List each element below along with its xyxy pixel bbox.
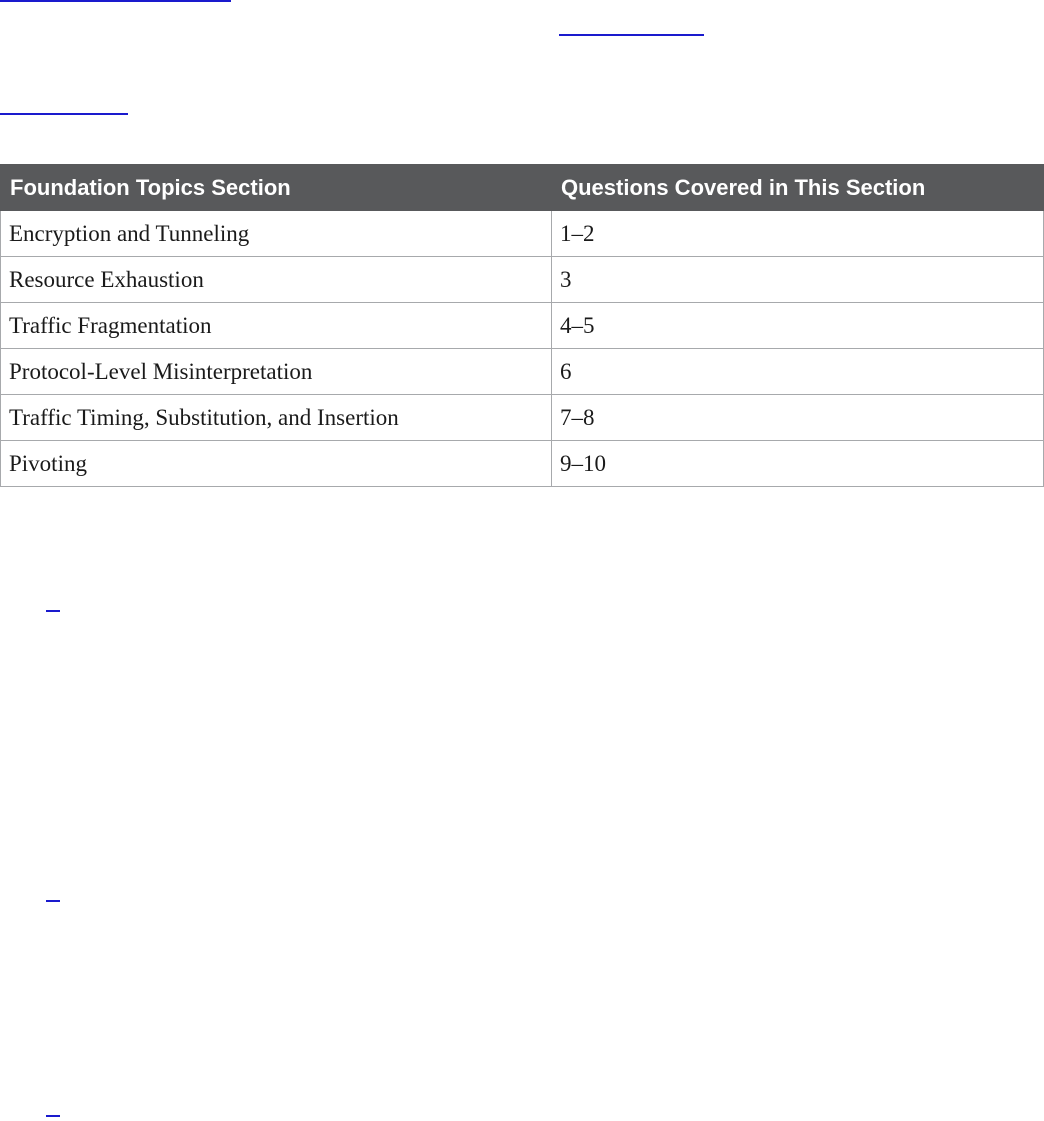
link-underline-top[interactable] [0,0,231,2]
table-row [1,303,1044,349]
foundation-topics-table [0,164,1044,487]
section-cell: Protocol-Level Misinterpretation [1,349,552,395]
table-header-row [1,165,1044,211]
section-cell: Traffic Fragmentation [1,303,552,349]
answer-link-mark-3[interactable] [46,1115,60,1117]
link-underline-mid[interactable] [559,34,704,36]
table-row [1,349,1044,395]
table-row [1,211,1044,257]
table-row [1,441,1044,487]
header-questions: Questions Covered in This Section [552,165,1044,211]
table-row [1,395,1044,441]
questions-cell: 9–10 [552,441,1044,487]
answer-link-mark-2[interactable] [46,900,60,902]
table-row [1,257,1044,303]
section-cell: Pivoting [1,441,552,487]
section-cell: Traffic Timing, Substitution, and Insertion [1,395,552,441]
questions-cell: 7–8 [552,395,1044,441]
link-underline-left[interactable] [0,113,128,115]
section-cell: Encryption and Tunneling [1,211,552,257]
questions-cell: 6 [552,349,1044,395]
questions-cell: 4–5 [552,303,1044,349]
answer-link-mark-1[interactable] [46,610,60,612]
header-section: Foundation Topics Section [1,165,552,211]
questions-cell: 3 [552,257,1044,303]
questions-cell: 1–2 [552,211,1044,257]
section-cell: Resource Exhaustion [1,257,552,303]
